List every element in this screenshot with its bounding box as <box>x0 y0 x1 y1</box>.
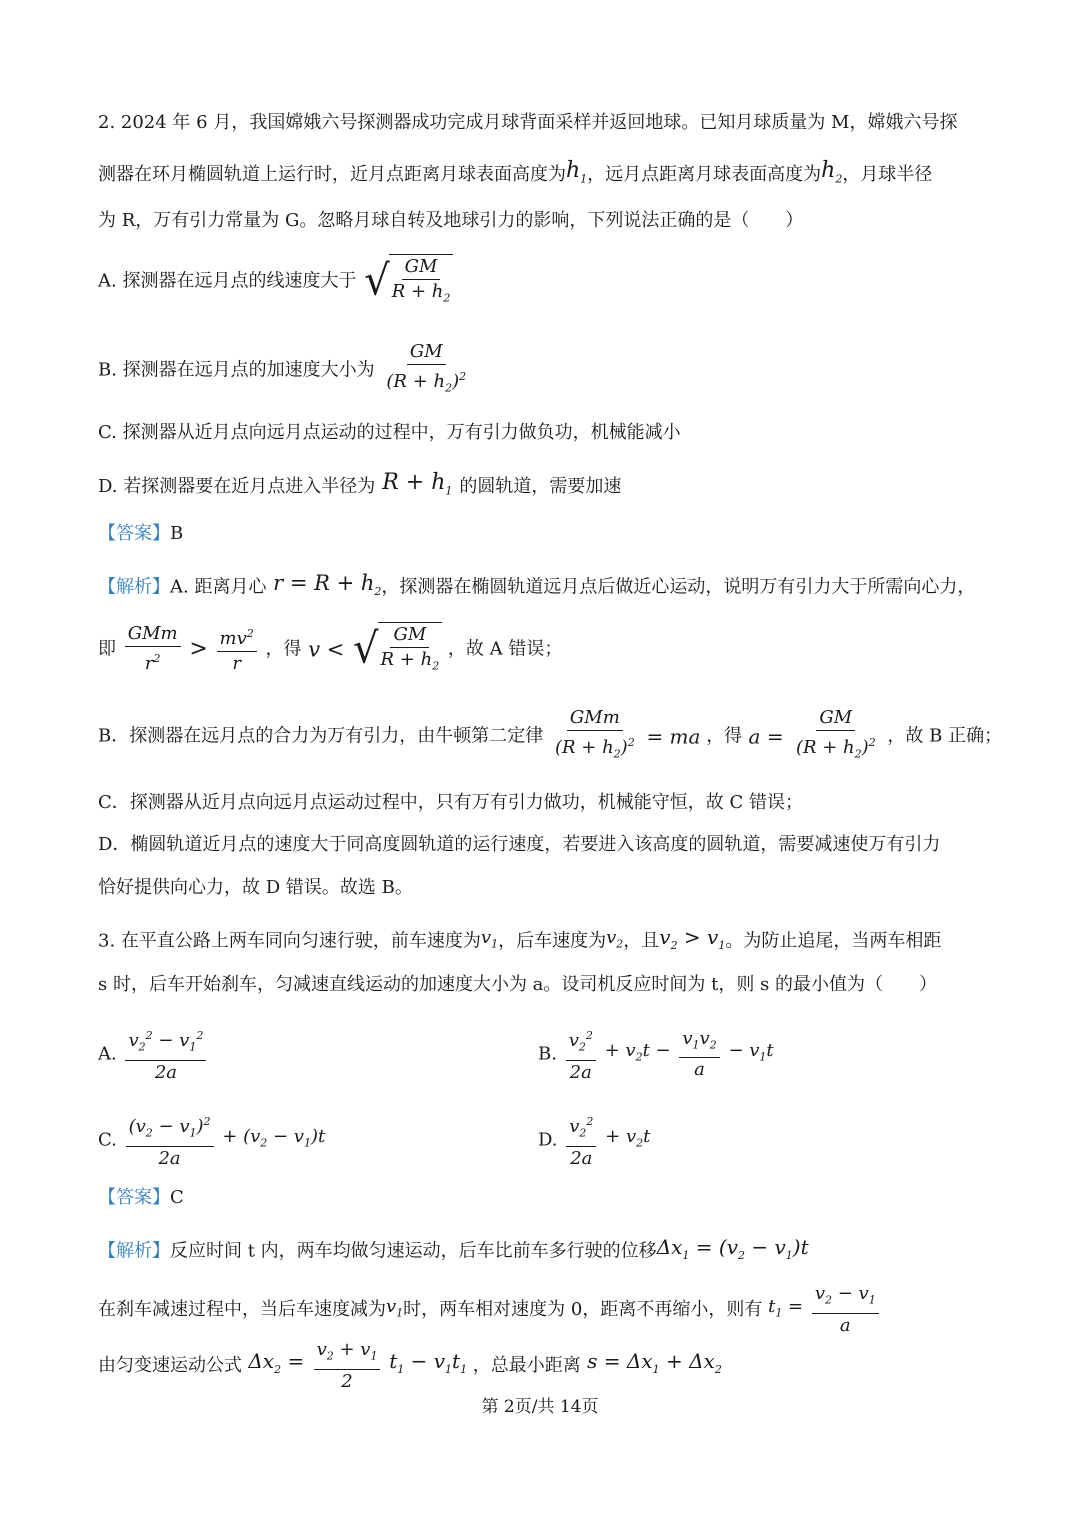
q2-analysis-line-4: C．探测器从近月点向远月点运动过程中，只有万有引力做功，机械能守恒，故 C 错误； <box>98 792 803 813</box>
q3-option-d: D. $\frac{v_2^2}{2a}$ + $v_2t$ <box>538 1112 650 1169</box>
q3-analysis-line-3: 由匀变速运动公式 $\Delta x_2$ = $\frac{v_2 + v_1}{2}$ $t_1 - v_1t_1$ ，总最小距离 $s = \Delta x_1 + \Delta x_2$ <box>98 1339 722 1392</box>
q2-analysis-line-2: 即 $\frac{\text{GMm}}{r^2}$ > $\frac{mv^2}{r}$ ，得 v < √ $\frac{GM}{R + h_2}$ ，故 A 错误； <box>98 622 562 677</box>
q3-option-a: A. $\frac{v_2^2 - v_1^2}{2a}$ <box>98 1026 209 1083</box>
q3-stem-line-2: s 时，后车开始刹车，匀减速直线运动的加速度大小为 a。设司机反应时间为 t，则 s 的最小值为（ ） <box>98 974 938 995</box>
q3-analysis-line-2: 在刹车减速过程中，当后车速度减为$v_1$时，两车相对速度为 0，距离不再缩小，则有 $t_1$ = $\frac{v_2 - v_1}{a}$ <box>98 1284 882 1336</box>
q2-stem-line-3: 为 R，万有引力常量为 G。忽略月球自转及地球引力的影响，下列说法正确的是（ ） <box>98 210 804 231</box>
q3-answer: 【答案】C <box>98 1187 184 1208</box>
q2-option-b: B. 探测器在远月点的加速度大小为 $\frac{GM}{(R + h_2)^2}$ <box>98 341 467 395</box>
q2-analysis-line-1: 【解析】A. 距离月心 $r = R + h_2$，探测器在椭圆轨道远月点后做近心运动，说明万有引力大于所需向心力， <box>98 571 976 599</box>
q2-option-c: C. 探测器从近月点向远月点运动的过程中，万有引力做负功，机械能减小 <box>98 422 681 443</box>
q3-analysis-line-1: 【解析】反应时间 t 内，两车均做匀速运动，后车比前车多行驶的位移$\Delta x_1 = (v_2 - v_1)t$ <box>98 1235 809 1262</box>
sqrt-formula: √ $\frac{GM}{R + h_2}$ <box>364 254 453 309</box>
q2-analysis-line-6: 恰好提供向心力，故 D 错误。故选 B。 <box>98 877 413 898</box>
page-footer: 第 2页/共 14页 <box>481 1397 599 1417</box>
q2-stem-line-2: 测器在环月椭圆轨道上运行时，近月点距离月球表面高度为$h_1$，远月点距离月球表面高度为$h_2$，月球半径 <box>98 158 933 186</box>
q2-stem-line-1: 2. 2024 年 6 月，我国嫦娥六号探测器成功完成月球背面采样并返回地球。已知月球质量为 M，嫦娥六号探 <box>98 112 958 133</box>
q2-answer: 【答案】B <box>98 523 184 544</box>
q2-analysis-line-3: B．探测器在远月点的合力为万有引力，由牛顿第二定律 $\frac{\text{GMm}}{(R + h_2)^2}$ = ma ，得 a = $\frac{GM}{(R + h_2)^2}$ ，故 B 正确； <box>98 707 1003 761</box>
q2-analysis-line-5: D．椭圆轨道近月点的速度大于同高度圆轨道的运行速度，若要进入该高度的圆轨道，需要减速使万有引力 <box>98 834 941 855</box>
q2-option-a: A. 探测器在远月点的线速度大于 √ $\frac{GM}{R + h_2}$ <box>98 254 453 309</box>
q3-stem-line-1: 3. 在平直公路上两车同向匀速行驶，前车速度为$v_1$，后车速度为$v_2$，且$v_2 > v_1$。为防止追尾，当两车相距 <box>98 925 942 952</box>
q3-option-c: C. $\frac{(v_2 - v_1)^2}{2a}$ + $(v_2 - v_1)t$ <box>98 1112 325 1169</box>
q2-option-d: D. 若探测器要在近月点进入半径为 $R + h_1$ 的圆轨道，需要加速 <box>98 470 622 498</box>
q3-option-b: B. $\frac{v_2^2}{2a}$ + $v_2t$ − $\frac{v_1v_2}{a}$ − $v_1t$ <box>538 1027 774 1083</box>
